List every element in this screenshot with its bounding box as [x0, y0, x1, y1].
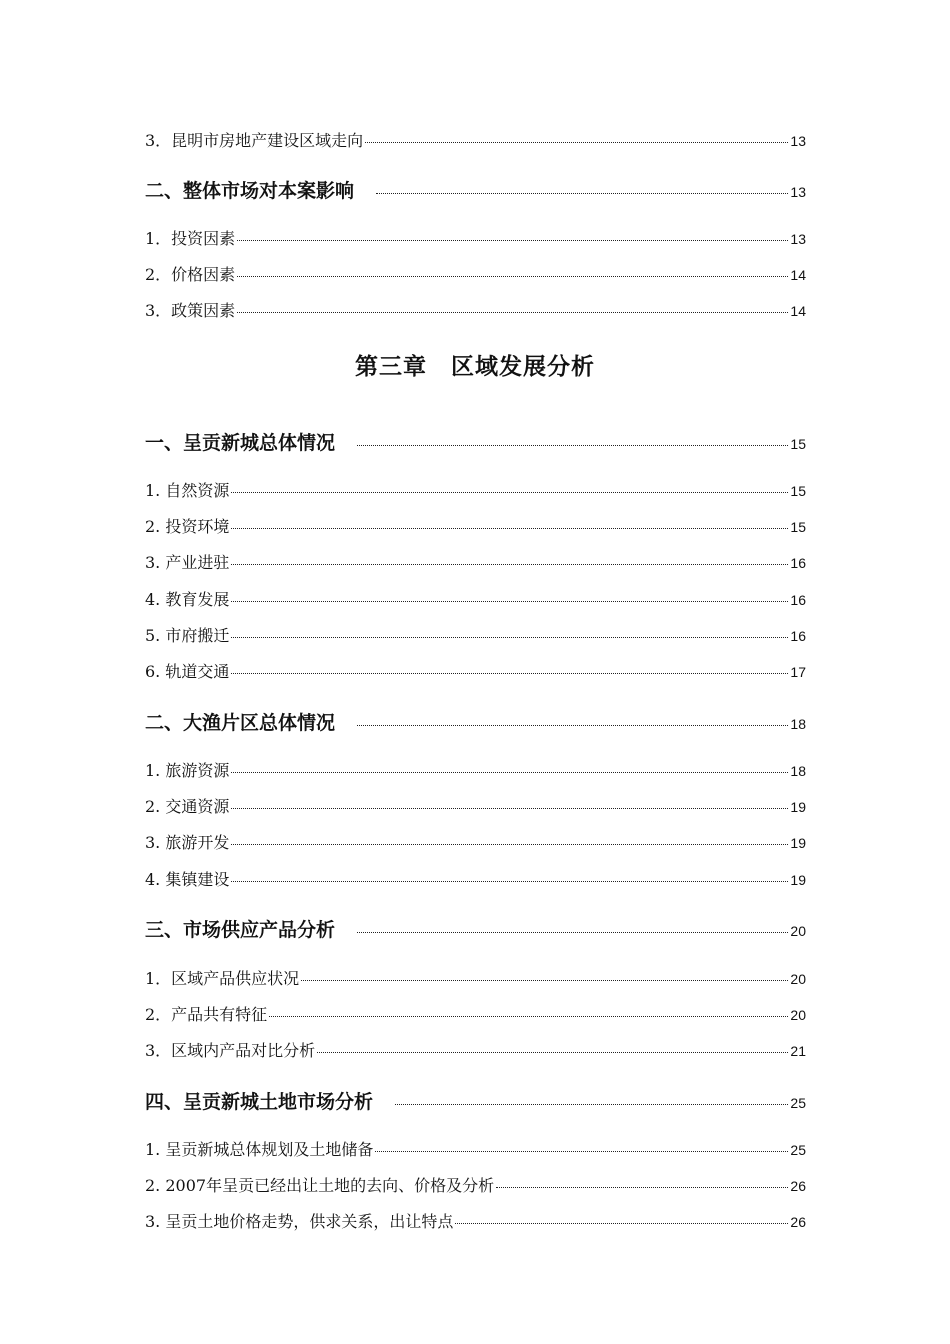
- chapter-title: 第三章 区域发展分析: [355, 353, 595, 380]
- toc-item[interactable]: [145, 550, 806, 573]
- toc-item-label: 3．政策因素: [145, 301, 236, 320]
- toc-page-number: 25: [790, 1095, 806, 1111]
- toc-item[interactable]: [145, 478, 806, 501]
- toc-item-label: 1. 自然资源: [145, 481, 230, 500]
- toc-item-label: 4. 集镇建设: [145, 870, 230, 889]
- dot-leader: [231, 772, 788, 773]
- toc-item[interactable]: [145, 1038, 806, 1061]
- toc-item[interactable]: [145, 794, 806, 817]
- toc-item[interactable]: [145, 867, 806, 890]
- dot-leader: [375, 1151, 788, 1152]
- toc-item[interactable]: [145, 966, 806, 989]
- toc-page-number: 20: [790, 971, 806, 987]
- toc-item-label: 5. 市府搬迁: [145, 626, 230, 645]
- toc-item[interactable]: [145, 1002, 806, 1025]
- toc-page-number: 14: [790, 267, 806, 283]
- toc-item[interactable]: [145, 758, 806, 781]
- dot-leader: [496, 1187, 788, 1188]
- toc-item-label: 2. 交通资源: [145, 797, 230, 816]
- dot-leader: [357, 932, 788, 933]
- toc-page-number: 19: [790, 872, 806, 888]
- toc-item-label: 1. 旅游资源: [145, 761, 230, 780]
- toc-page-number: 19: [790, 799, 806, 815]
- toc-section[interactable]: [145, 1087, 806, 1114]
- dot-leader: [237, 312, 788, 313]
- toc-page-number: 21: [790, 1043, 806, 1059]
- toc-page-number: 26: [790, 1214, 806, 1230]
- toc-item[interactable]: [145, 128, 806, 151]
- toc-page-number: 17: [790, 664, 806, 680]
- toc-item-label: 6. 轨道交通: [145, 662, 230, 681]
- dot-leader: [365, 142, 788, 143]
- toc-item-label: 3. 产业进驻: [145, 553, 230, 572]
- dot-leader: [237, 240, 788, 241]
- toc-page-number: 25: [790, 1142, 806, 1158]
- dot-leader: [231, 808, 788, 809]
- toc-page-number: 19: [790, 835, 806, 851]
- toc-page-number: 15: [790, 436, 806, 452]
- dot-leader: [231, 601, 788, 602]
- toc-item-label: 2. 投资环境: [145, 517, 230, 536]
- toc-item-label: 3．昆明市房地产建设区域走向: [145, 131, 364, 150]
- dot-leader: [231, 492, 788, 493]
- toc-item[interactable]: [145, 623, 806, 646]
- toc-page-number: 18: [790, 763, 806, 779]
- toc-item[interactable]: [145, 1173, 806, 1196]
- dot-leader: [317, 1052, 788, 1053]
- toc-item-label: 3．区域内产品对比分析: [145, 1041, 316, 1060]
- toc-page-number: 13: [790, 184, 806, 200]
- dot-leader: [231, 564, 788, 565]
- toc-item[interactable]: [145, 226, 806, 249]
- toc-item-label: 1．区域产品供应状况: [145, 969, 300, 988]
- toc-item-label: 3. 旅游开发: [145, 833, 230, 852]
- dot-leader: [395, 1104, 788, 1105]
- toc-item[interactable]: [145, 659, 806, 682]
- toc-item-label: 2．产品共有特征: [145, 1005, 268, 1024]
- dot-leader: [231, 637, 788, 638]
- toc-page-number: 18: [790, 716, 806, 732]
- toc-page-number: 15: [790, 519, 806, 535]
- toc-item[interactable]: [145, 298, 806, 321]
- toc-page-number: 16: [790, 592, 806, 608]
- toc-item-label: 2. 2007年呈贡已经出让土地的去向、价格及分析: [145, 1176, 495, 1195]
- dot-leader: [237, 276, 788, 277]
- toc-section-label: 一、呈贡新城总体情况: [145, 432, 336, 454]
- dot-leader: [231, 881, 788, 882]
- toc-section-label: 二、大渔片区总体情况: [145, 712, 336, 734]
- toc-page-number: 16: [790, 555, 806, 571]
- toc-page-number: 15: [790, 483, 806, 499]
- dot-leader: [357, 445, 788, 446]
- toc-item-label: 1. 呈贡新城总体规划及土地储备: [145, 1140, 374, 1159]
- toc-item-label: 1．投资因素: [145, 229, 236, 248]
- dot-leader: [455, 1223, 788, 1224]
- dot-leader: [231, 528, 788, 529]
- toc-page-number: 26: [790, 1178, 806, 1194]
- toc-section[interactable]: [145, 428, 806, 455]
- toc-item[interactable]: [145, 830, 806, 853]
- dot-leader: [231, 844, 788, 845]
- dot-leader: [376, 193, 788, 194]
- toc-section[interactable]: [145, 915, 806, 942]
- toc-page-number: 14: [790, 303, 806, 319]
- toc-page-number: 16: [790, 628, 806, 644]
- toc-item[interactable]: [145, 1137, 806, 1160]
- toc-item[interactable]: [145, 262, 806, 285]
- toc-section-label: 四、呈贡新城土地市场分析: [145, 1091, 374, 1113]
- toc-item[interactable]: [145, 514, 806, 537]
- toc-item-label: 4. 教育发展: [145, 590, 230, 609]
- toc-item[interactable]: [145, 587, 806, 610]
- dot-leader: [357, 725, 788, 726]
- toc-page-number: 13: [790, 133, 806, 149]
- toc-section[interactable]: [145, 176, 806, 203]
- toc-section[interactable]: [145, 708, 806, 735]
- toc-section-label: 二、整体市场对本案影响: [145, 180, 355, 202]
- toc-page-number: 13: [790, 231, 806, 247]
- toc-page-number: 20: [790, 923, 806, 939]
- dot-leader: [269, 1016, 788, 1017]
- toc-item-label: 3. 呈贡土地价格走势，供求关系，出让特点: [145, 1212, 454, 1231]
- toc-section-label: 三、市场供应产品分析: [145, 919, 336, 941]
- toc-item-label: 2．价格因素: [145, 265, 236, 284]
- dot-leader: [231, 673, 788, 674]
- dot-leader: [301, 980, 788, 981]
- toc-page-number: 20: [790, 1007, 806, 1023]
- toc-item[interactable]: [145, 1209, 806, 1232]
